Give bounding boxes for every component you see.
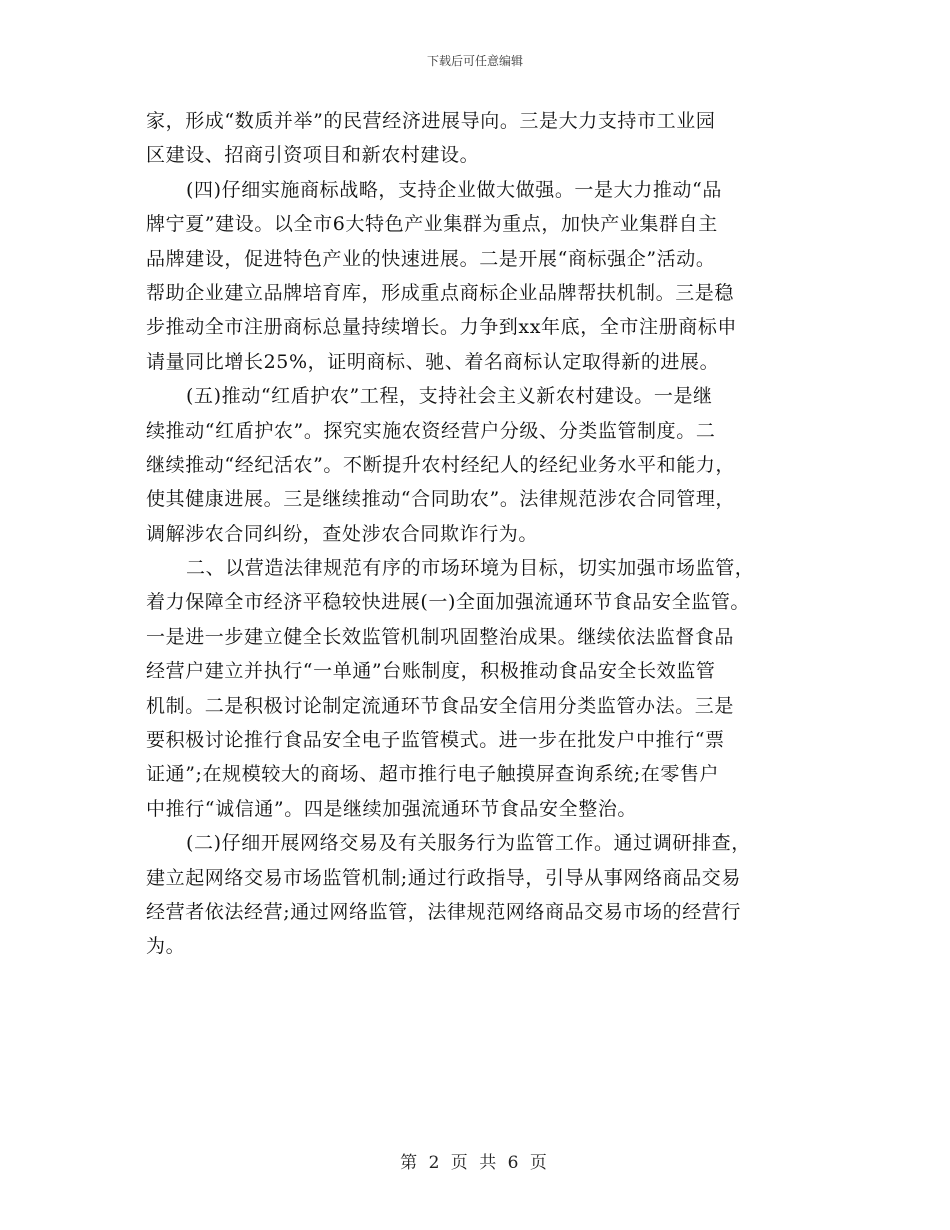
- text-line: 要积极讨论推行食品安全电子监管模式。进一步在批发户中推行“票: [146, 729, 725, 752]
- text-line: 调解涉农合同纠纷，查处涉农合同欺诈行为。: [146, 522, 539, 545]
- text-line: (四)仔细实施商标战略，支持企业做大做强。一是大力推动“品: [186, 178, 722, 201]
- text-line: 证通”;在规模较大的商场、超市推行电子触摸屏查询系统;在零售户: [146, 763, 720, 786]
- text-line: 品牌建设，促进特色产业的快速进展。二是开展“商标强企”活动。: [146, 247, 716, 270]
- text-line: 牌宁夏”建设。以全市6大特色产业集群为重点，加快产业集群自主: [146, 213, 718, 236]
- text-line: 着力保障全市经济平稳较快进展(一)全面加强流通环节食品安全监管。: [146, 591, 751, 614]
- page-header-note: 下载后可任意编辑: [426, 54, 523, 68]
- text-line: 二、以营造法律规范有序的市场环境为目标，切实加强市场监管，: [186, 557, 755, 580]
- document-body: [146, 104, 811, 964]
- text-line: (二)仔细开展网络交易及有关服务行为监管工作。通过调研排查，: [186, 832, 751, 855]
- text-line: 机制。二是积极讨论制定流通环节食品安全信用分类监管办法。三是: [146, 694, 735, 717]
- text-line: 经营者依法经营;通过网络监管，法律规范网络商品交易市场的经营行: [146, 900, 742, 923]
- text-line: 请量同比增长25%，证明商标、驰、着名商标认定取得新的进展。: [146, 350, 720, 373]
- text-line: 建立起网络交易市场监管机制;通过行政指导，引导从事网络商品交易: [146, 866, 742, 889]
- text-line: 步推动全市注册商标总量持续增长。力争到xx年底，全市注册商标申: [146, 316, 738, 339]
- text-line: 使其健康进展。三是继续推动“合同助农”。法律规范涉农合同管理，: [146, 488, 736, 511]
- text-line: 家，形成“数质并举”的民营经济进展导向。三是大力支持市工业园: [146, 110, 716, 132]
- text-line: 继续推动“经纪活农”。不断提升农村经纪人的经纪业务水平和能力，: [146, 453, 736, 476]
- text-line: 经营户建立并执行“一单通”台账制度，积极推动食品安全长效监管: [146, 660, 716, 683]
- text-line: 续推动“红盾护农”。探究实施农资经营户分级、分类监管制度。二: [146, 419, 716, 442]
- text-line: 一是进一步建立健全长效监管机制巩固整治成果。继续依法监督食品: [146, 625, 735, 648]
- text-line: 为。: [146, 935, 186, 958]
- text-line: 中推行“诚信通”。四是继续加强流通环节食品安全整治。: [146, 797, 638, 820]
- page-number: 第 2 页 共 6 页: [400, 1153, 550, 1173]
- text-line: 区建设、招商引资项目和新农村建设。: [146, 144, 480, 167]
- text-line: (五)推动“红盾护农”工程，支持社会主义新农村建设。一是继: [186, 385, 713, 408]
- text-line: 帮助企业建立品牌培育库，形成重点商标企业品牌帮扶机制。三是稳: [146, 281, 735, 304]
